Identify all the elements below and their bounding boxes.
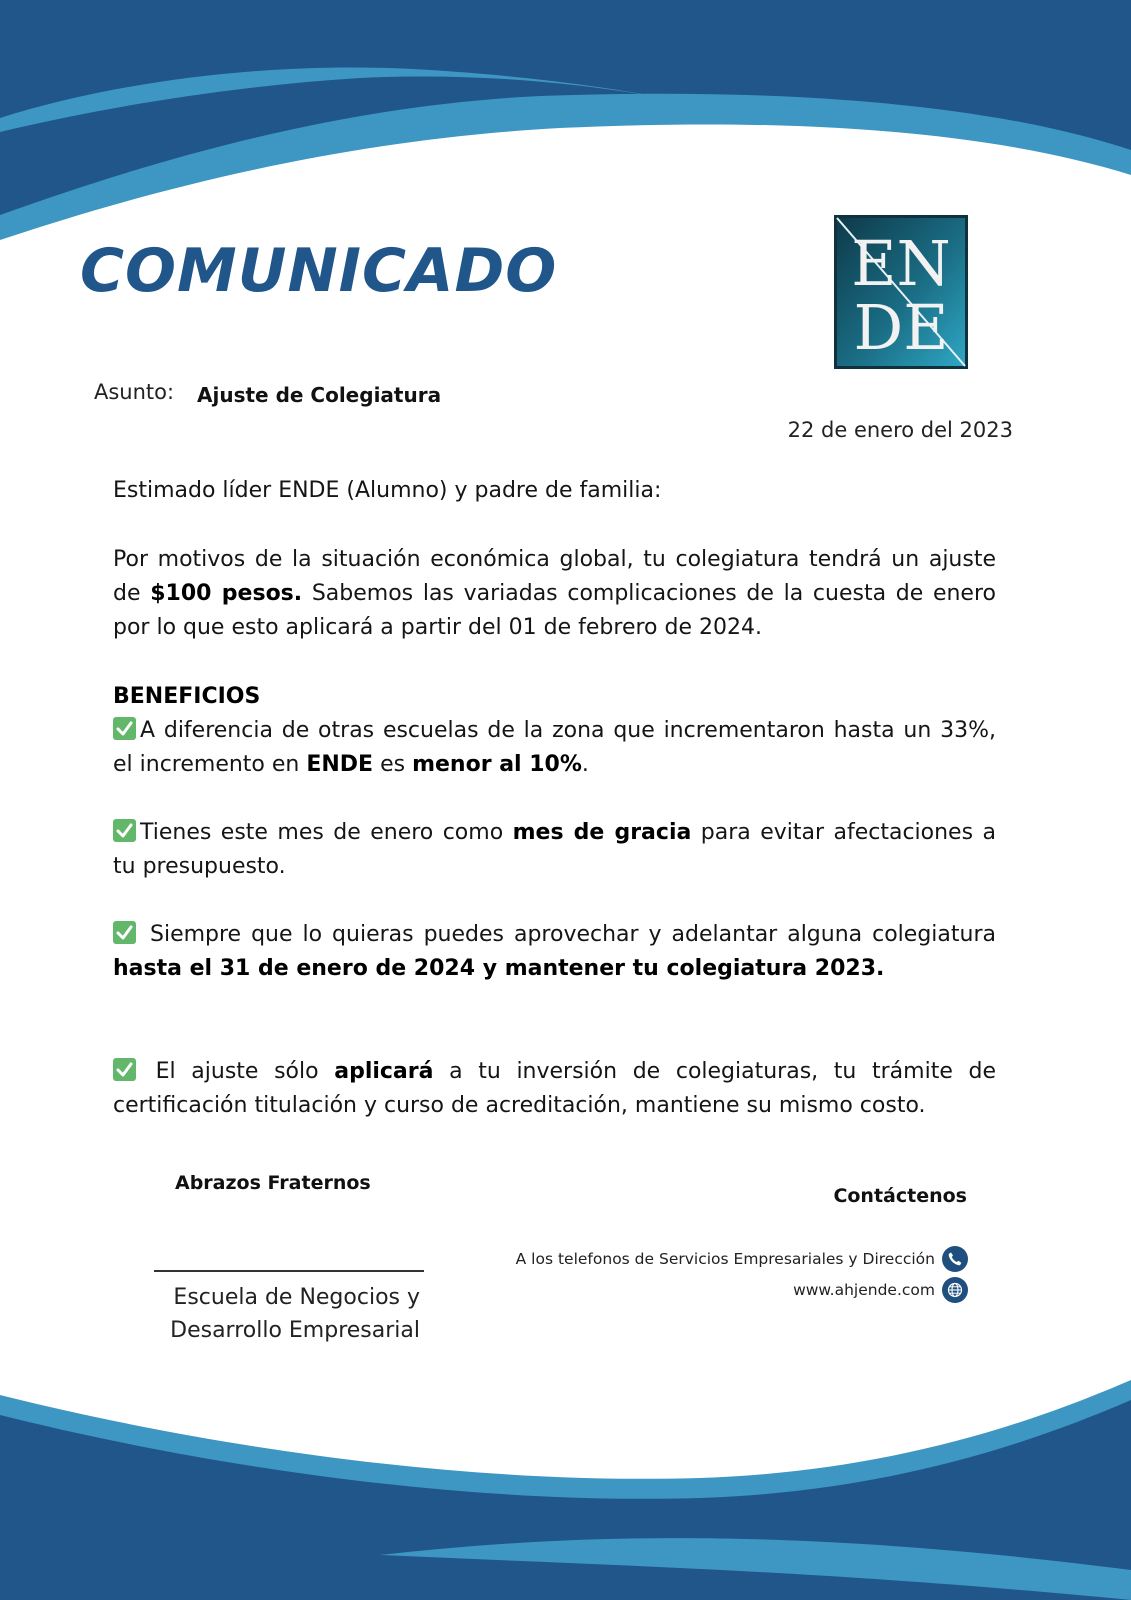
- subject-value: Ajuste de Colegiatura: [197, 383, 442, 407]
- logo-text-top: EN: [851, 227, 951, 300]
- website-link[interactable]: www.ahjende.com: [793, 1281, 935, 1299]
- closing-text: Abrazos Fraternos: [175, 1172, 371, 1194]
- signature-org-line-2: Desarrollo Empresarial: [170, 1318, 420, 1343]
- check-icon: [113, 717, 136, 740]
- signature-line: [154, 1270, 424, 1272]
- greeting: Estimado líder ENDE (Alumno) y padre de familia:: [113, 478, 662, 503]
- logo-text-bottom: DE: [853, 291, 949, 364]
- benefit-item-4: El ajuste sólo aplicará a tu inversión de colegiaturas, tu trámite de certificación titulación y curso de acreditación, mantiene su mismo costo.: [113, 1059, 996, 1118]
- subject-label: Asunto:: [94, 380, 175, 404]
- signature-org-line-1: Escuela de Negocios y: [173, 1285, 420, 1310]
- letter-date: 22 de enero del 2023: [787, 418, 1013, 442]
- contact-title: Contáctenos: [833, 1185, 967, 1207]
- intro-paragraph: Por motivos de la situación económica global, tu colegiatura tendrá un ajuste de $100 pesos. Sabemos las variadas complicaciones de la cuesta de enero por lo que esto aplicará a partir del 01 de febrero de 2024.: [113, 547, 996, 640]
- check-icon: [113, 921, 136, 944]
- page-title: COMUNICADO: [80, 236, 558, 306]
- bottom-wave-decoration: [0, 1360, 1131, 1600]
- contact-phone-text: A los telefonos de Servicios Empresariales y Dirección: [515, 1250, 935, 1268]
- benefit-item-3: Siempre que lo quieras puedes aprovechar y adelantar alguna colegiatura hasta el 31 de enero de 2024 y mantener tu colegiatura 2023.: [113, 922, 996, 981]
- benefit-item-2: Tienes este mes de enero como mes de gracia para evitar afectaciones a tu presupuesto.: [113, 820, 996, 879]
- phone-icon: [942, 1246, 968, 1272]
- benefits-heading: BENEFICIOS: [113, 684, 261, 709]
- check-icon: [113, 819, 136, 842]
- globe-icon: [942, 1277, 968, 1303]
- ende-logo: [834, 215, 968, 369]
- benefit-item-1: A diferencia de otras escuelas de la zona que incrementaron hasta un 33%, el incremento en ENDE es menor al 10%.: [113, 718, 996, 777]
- check-icon: [113, 1058, 136, 1081]
